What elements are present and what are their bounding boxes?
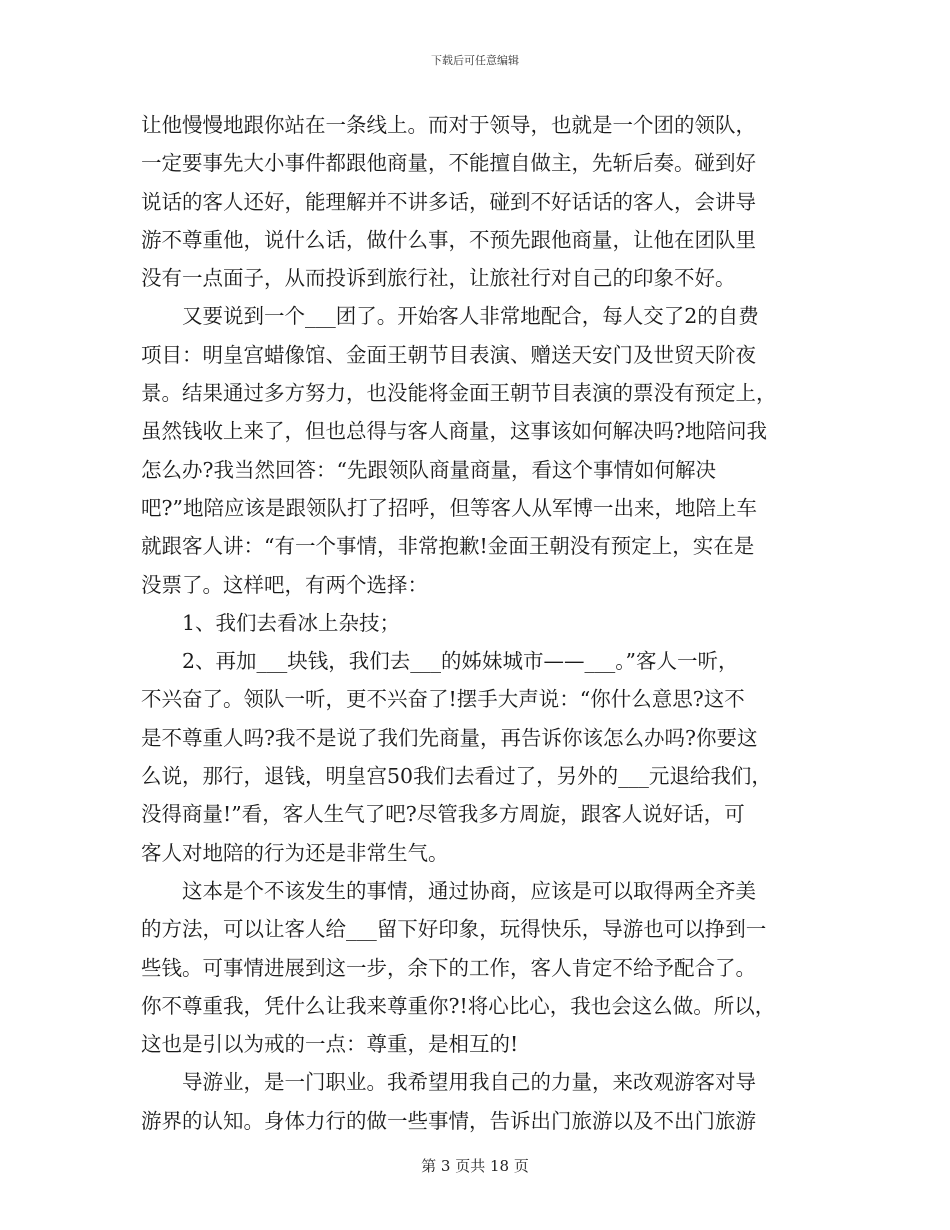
text-line: 没票了。这样吧，有两个选择： [141,572,428,597]
text-line: 就跟客人讲：“有一个事情，非常抱歉!金面王朝没有预定上，实在是 [141,534,755,559]
page-footer: 第 3 页共 18 页 [421,1157,529,1175]
text-line: 一定要事先大小事件都跟他商量，不能擅自做主，先斩后奏。碰到好 [141,151,756,176]
text-line: 这本是个不该发生的事情，通过协商，应该是可以取得两全齐美 [141,878,756,903]
text-line: 景。结果通过多方努力，也没能将金面王朝节目表演的票没有预定上， [141,381,777,406]
text-line: 你不尊重我，凭什么让我来尊重你?!将心比心，我也会这么做。所以， [141,993,776,1018]
text-line: 吧?”地陪应该是跟领队打了招呼，但等客人从军博一出来，地陪上车 [141,495,757,520]
text-line: 没有一点面子，从而投诉到旅行社，让旅社行对自己的印象不好。 [141,266,736,291]
text-line: 怎么办?我当然回答：“先跟领队商量商量，看这个事情如何解决 [141,457,716,482]
text-line: 不兴奋了。领队一听，更不兴奋了!摆手大声说：“你什么意思?这不 [141,687,745,712]
text-line: 游不尊重他，说什么话，做什么事，不预先跟他商量，让他在团队里 [141,227,756,252]
text-line: 这也是引以为戒的一点：尊重，是相互的! [141,1032,519,1057]
text-line: 虽然钱收上来了，但也总得与客人商量，这事该如何解决吗?地陪问我 [141,419,767,444]
text-line: 没得商量!”看，客人生气了吧?尽管我多方周旋，跟客人说好话，可 [141,802,745,827]
text-line: 说话的客人还好，能理解并不讲多话，碰到不好话话的客人，会讲导 [141,189,756,214]
text-line: 游界的认知。身体力行的做一些事情，告诉出门旅游以及不出门旅游 [141,1108,756,1133]
text-line: 些钱。可事情进展到这一步，余下的工作，客人肯定不给予配合了。 [141,955,756,980]
text-line: 的方法，可以让客人给___留下好印象，玩得快乐，导游也可以挣到一 [141,917,767,942]
text-line: 项目：明皇宫蜡像馆、金面王朝节目表演、赠送天安门及世贸天阶夜 [141,342,756,367]
page-header: 下载后可任意编辑 [431,54,519,67]
text-line: 是不尊重人吗?我不是说了我们先商量，再告诉你该怎么办吗?你要这 [141,725,758,750]
document-body [141,106,811,1140]
text-line: 导游业，是一门职业。我希望用我自己的力量，来改观游客对导 [141,1070,756,1095]
text-line: 1、我们去看冰上杂技； [141,610,401,635]
text-line: 2、再加___块钱，我们去___的姊妹城市——___。”客人一听， [141,649,739,674]
text-line: 客人对地陪的行为还是非常生气。 [141,840,449,865]
text-line: 么说，那行，退钱，明皇宫50我们去看过了，另外的___元退给我们， [141,764,772,789]
text-line: 又要说到一个___团了。开始客人非常地配合，每人交了2的自费 [141,304,759,329]
text-line: 让他慢慢地跟你站在一条线上。而对于领导，也就是一个团的领队， [141,113,756,137]
